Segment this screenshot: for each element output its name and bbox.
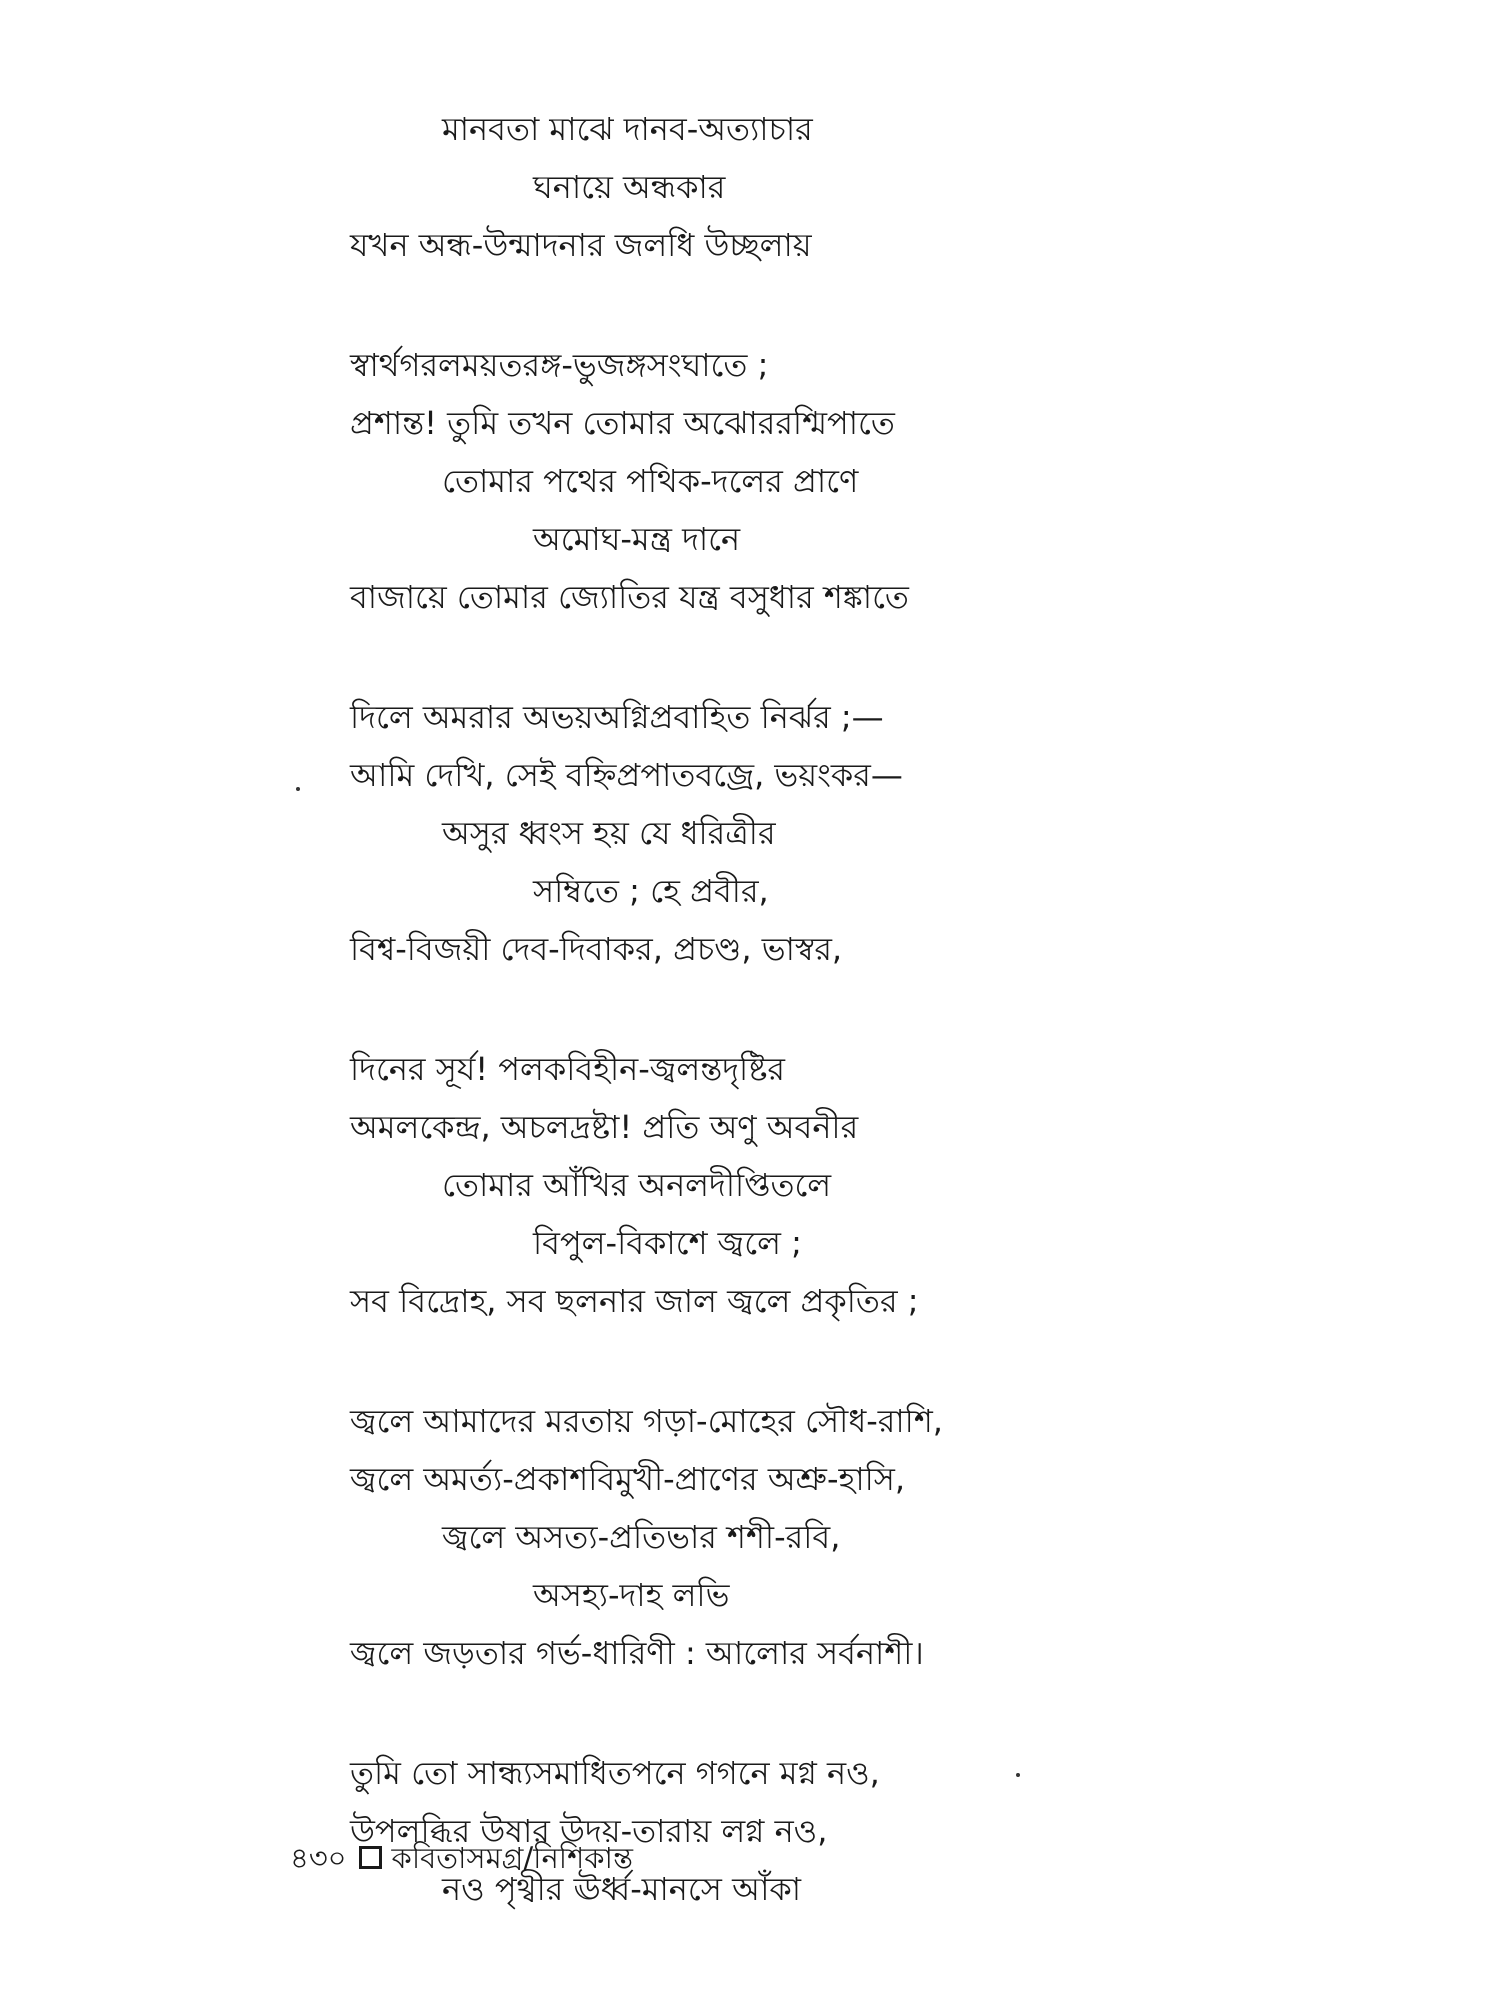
stanza-4 <box>0 1040 1500 1330</box>
poem-line: যখন অন্ধ-উন্মাদনার জলধি উচ্ছলায় <box>350 226 812 264</box>
poem-line: বিপুল-বিকাশে জ্বলে ; <box>533 1224 802 1262</box>
stanza-2 <box>0 336 1500 626</box>
stanza-1 <box>0 100 1500 274</box>
poem-line: আমি দেখি, সেই বহ্নিপ্রপাতবজ্রে, ভয়ংকর— <box>350 756 903 794</box>
stanza-5 <box>0 1392 1500 1682</box>
scan-speck <box>1016 1773 1020 1777</box>
stanza-3 <box>0 688 1500 978</box>
page-number: ৪৩০ <box>290 1841 347 1875</box>
poem-line: স্বার্থগরলময়তরঙ্গ-ভুজঙ্গসংঘাতে ; <box>350 346 769 384</box>
poem-line: নও পৃথ্বীর ঊর্ধ্ব-মানসে আঁকা <box>442 1870 802 1908</box>
poem-line: উপলব্ধির উষার উদয়-তারায় লগ্ন নও, <box>350 1812 828 1850</box>
poem-line: দিলে অমরার অভয়অগ্নিপ্রবাহিত নির্ঝর ;— <box>350 698 884 736</box>
poem-body <box>0 100 1500 1980</box>
poem-line: তোমার আঁখির অনলদীপ্তিতলে <box>442 1166 832 1204</box>
poem-line: তুমি তো সান্ধ্যসমাধিতপনে গগনে মগ্ন নও, <box>350 1754 880 1792</box>
poem-line: প্রশান্ত! তুমি তখন তোমার অঝোররশ্মিপাতে <box>350 404 895 442</box>
poem-line: জ্বলে জড়তার গর্ভ-ধারিণী : আলোর সর্বনাশী। <box>350 1634 924 1672</box>
poem-line: জ্বলে অসত্য-প্রতিভার শশী-রবি, <box>442 1518 841 1556</box>
book-title: কবিতাসমগ্র/নিশিকান্ত <box>391 1841 633 1875</box>
stanza-6 <box>0 1744 1500 1918</box>
poem-line: বিশ্ব-বিজয়ী দেব-দিবাকর, প্রচণ্ড, ভাস্বর, <box>350 930 843 968</box>
poem-line: তোমার পথের পথিক-দলের প্রাণে <box>442 462 859 500</box>
poem-line: মানবতা মাঝে দানব-অত্যাচার <box>442 110 813 148</box>
poem-line: সম্বিতে ; হে প্রবীর, <box>533 872 769 910</box>
poem-line: অমলকেন্দ্র, অচলদ্রষ্টা! প্রতি অণু অবনীর <box>350 1108 859 1146</box>
page-footer <box>290 1838 633 1878</box>
poem-line: অসহ্য-দাহ লভি <box>533 1576 730 1614</box>
poem-line: ঘনায়ে অন্ধকার <box>533 168 726 206</box>
poem-line: সব বিদ্রোহ, সব ছলনার জাল জ্বলে প্রকৃতির ; <box>350 1282 919 1320</box>
poem-line: জ্বলে অমর্ত্য-প্রকাশবিমুখী-প্রাণের অশ্রু-হাসি, <box>350 1460 906 1498</box>
poem-line: বাজায়ে তোমার জ্যোতির যন্ত্র বসুধার শঙ্কাতে <box>350 578 909 616</box>
poem-line: অসুর ধ্বংস হয় যে ধরিত্রীর <box>442 814 776 852</box>
poem-line: জ্বলে আমাদের মরতায় গড়া-মোহের সৌধ-রাশি, <box>350 1402 943 1440</box>
box-icon <box>359 1846 382 1869</box>
poem-line: অমোঘ-মন্ত্র দানে <box>533 520 741 558</box>
poem-line: দিনের সূর্য! পলকবিহীন-জ্বলন্তদৃষ্টির <box>350 1050 786 1088</box>
scan-speck <box>296 787 300 791</box>
